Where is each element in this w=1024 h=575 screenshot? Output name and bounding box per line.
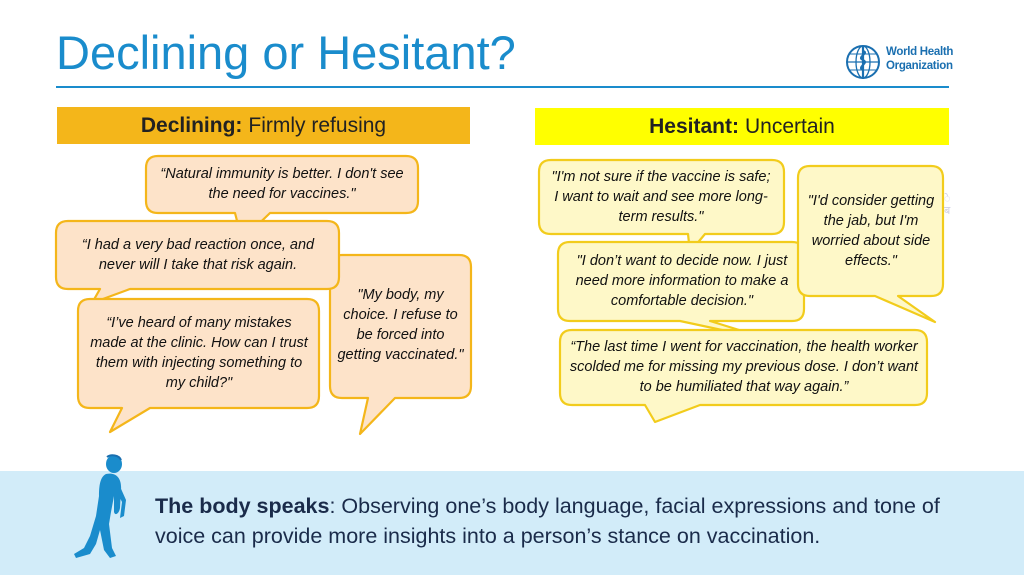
faint-artifact-mark: े ब — [944, 193, 951, 217]
declining-quote-2: “I had a very bad reaction once, and never will I take that risk again. — [81, 237, 315, 273]
declining-label-bold: Declining: — [140, 113, 243, 137]
hesitant-quote-4: “The last time I went for vaccination, the health worker scolded me for missing my previous dose. I don’t want to be humiliated that way again.” — [569, 339, 919, 395]
body-speaks-bold: The body speaks — [155, 494, 330, 518]
declining-label-rest: Firmly refusing — [248, 113, 387, 137]
hesitant-quote-1: "I'm not sure if the vaccine is safe; I want to wait and see more long-term results." — [551, 169, 771, 225]
hesitant-quote-3: "I don’t want to decide now. I just need more information to make a comfortable decision." — [575, 253, 789, 309]
logo-line-1: World Health — [886, 46, 954, 58]
logo-line-2: Organization — [886, 60, 953, 72]
declining-quote-4: “I’ve heard of many mistakes made at the clinic. How can I trust them with injecting something to my child?" — [90, 315, 308, 391]
hesitant-quote-2: "I'd consider getting the jab, but I'm worried about side effects." — [807, 193, 935, 269]
declining-quote-1: “Natural immunity is better. I don't see the need for vaccines." — [160, 166, 404, 202]
hesitant-label-rest: Uncertain — [744, 114, 835, 138]
body-speaks-rest: : Observing one’s body language, facial expressions and tone of voice can provide more insights into a person’s stance on vaccination. — [155, 494, 940, 548]
hesitant-label-bold: Hesitant: — [649, 114, 739, 138]
human-figure-icon — [66, 452, 136, 562]
body-speaks-text — [155, 491, 985, 551]
page-title: Declining or Hesitant? — [56, 26, 516, 79]
declining-quote-3: "My body, my choice. I refuse to be forced into getting vaccinated." — [337, 287, 464, 363]
